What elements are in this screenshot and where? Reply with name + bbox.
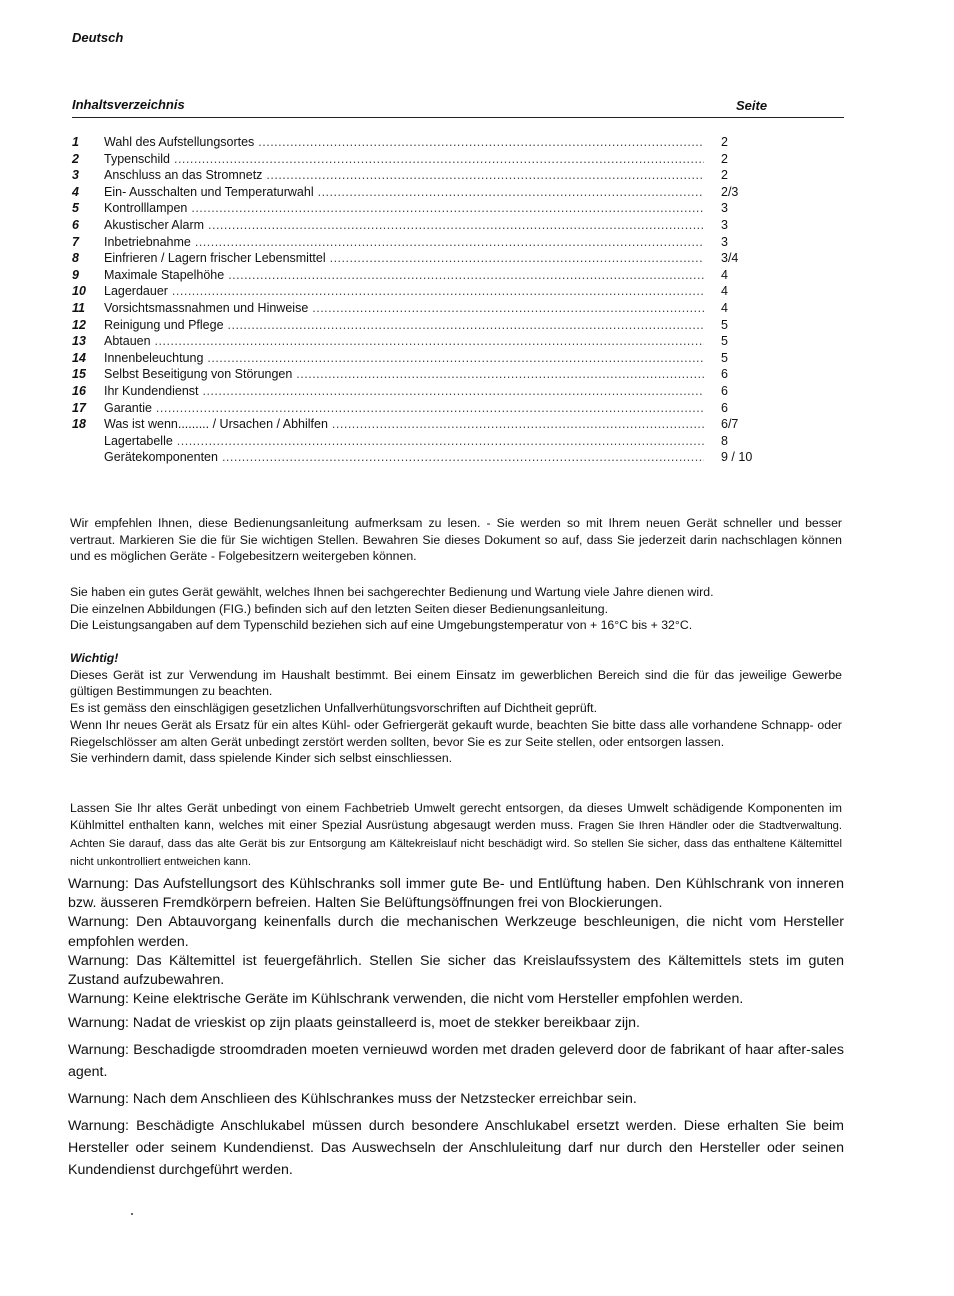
toc-page: 3 bbox=[721, 234, 728, 249]
toc-title: Maximale Stapelhöhe ..... bbox=[104, 267, 704, 283]
warning-text: Warnung: Das Kältemittel ist feuergefährlich. Stellen Sie sicher das Kreislaufssystem des Kältemittels stets im guten Zustand aufzubewahren. bbox=[68, 952, 844, 989]
intro-note: Die Leistungsangaben auf dem Typenschild beziehen sich auf eine Umgebungstemperatur von + 16°C bis + 32°C. bbox=[70, 618, 693, 633]
toc-row bbox=[72, 449, 792, 466]
toc-page: 3/4 bbox=[721, 251, 739, 266]
intro-notes bbox=[70, 584, 842, 634]
toc-row bbox=[72, 217, 792, 234]
toc-title: Inbetriebnahme ..... bbox=[104, 234, 704, 250]
toc-page: 8 bbox=[721, 433, 728, 448]
toc-title: Akustischer Alarm ..... bbox=[104, 217, 704, 233]
toc-page: 2 bbox=[721, 135, 728, 149]
disposal-section bbox=[70, 800, 842, 871]
toc-num: 4 bbox=[72, 184, 79, 199]
toc-title: Ihr Kundendienst ..... bbox=[104, 383, 704, 399]
warnings-block-b bbox=[68, 1012, 844, 1186]
warning-text: Warnung: Beschadigde stroomdraden moeten vernieuwd worden met draden geleverd door de fabrikant of haar after-sales agent. bbox=[68, 1042, 844, 1080]
toc-num: 14 bbox=[72, 350, 86, 365]
intro-note: Sie haben ein gutes Gerät gewählt, welches Ihnen bei sachgerechter Bedienung und Wartung viele Jahre dienen wird. bbox=[70, 585, 714, 599]
toc-row bbox=[72, 250, 792, 267]
important-heading: Wichtig! bbox=[70, 651, 119, 665]
warning-text: Warnung: Den Abtauvorgang keinenfalls durch die mechanischen Werkzeuge beschleunigen, die nicht vom Hersteller empfohlen werden. bbox=[68, 914, 844, 950]
warning-text: Warnung: Nadat de vrieskist op zijn plaats geinstalleerd is, moet de stekker bereikbaar zijn. bbox=[68, 1015, 640, 1031]
toc-num: 15 bbox=[72, 367, 86, 382]
toc-title: Gerätekomponenten ..... bbox=[104, 449, 704, 465]
toc-title: Innenbeleuchtung ..... bbox=[104, 350, 704, 366]
toc-num: 5 bbox=[72, 201, 79, 216]
warnings-block-a bbox=[68, 875, 844, 1009]
toc-num: 10 bbox=[72, 284, 86, 299]
warning-text: Warnung: Beschädigte Anschlukabel müssen durch besondere Anschlukabel ersetzt werden. Diese erhalten Sie beim Hersteller oder seinem Kundendienst. Das Auswechseln der Anschluleitung darf nur durch den Hersteller oder seinen Kundendienst durchgeführt werden. bbox=[68, 1118, 844, 1178]
toc-header bbox=[72, 97, 844, 118]
scan-speck bbox=[131, 1213, 133, 1215]
toc-title: Was ist wenn......... / Ursachen / Abhilfen ..... bbox=[104, 416, 704, 432]
important-section bbox=[70, 650, 842, 767]
toc-row bbox=[72, 400, 792, 417]
toc-page: 2 bbox=[721, 168, 728, 183]
toc-row bbox=[72, 267, 792, 284]
toc-num: 13 bbox=[72, 334, 86, 349]
intro-text: Wir empfehlen Ihnen, diese Bedienungsanleitung aufmerksam zu lesen. - Sie werden so mit Ihrem neuen Gerät schneller und besser vertraut. Markieren Sie die für Sie wichtigen Stellen. Bewahren Sie dieses Dokument so auf, dass Sie jederzeit darin nachschlagen können und es möglichen Geräte - Folgebesitzern weitergeben können. bbox=[70, 516, 842, 564]
toc-title: Ein- Ausschalten und Temperaturwahl ..... bbox=[104, 184, 704, 200]
toc-page: 4 bbox=[721, 267, 728, 282]
toc-row bbox=[72, 350, 792, 367]
important-paragraph: Es ist gemäss den einschlägigen gesetzlichen Unfallverhütungsvorschriften auf Dichtheit geprüft. bbox=[70, 701, 598, 716]
important-paragraph: Wenn Ihr neues Gerät als Ersatz für ein altes Kühl- oder Gefriergerät gekauft wurde, beachten Sie bitte dass alle vorhandene Schnapp- oder Riegelschlösser am alten Gerät unbedingt zerstört werden sollten, bevor Sie es zur Seite stellen, oder entsorgen lassen. bbox=[70, 717, 842, 749]
disposal-text bbox=[70, 800, 842, 871]
toc-title: Typenschild ..... bbox=[104, 151, 704, 167]
toc-row bbox=[72, 416, 792, 433]
toc-row bbox=[72, 433, 792, 450]
warning-text: Warnung: Keine elektrische Geräte im Kühlschrank verwenden, die nicht vom Hersteller empfohlen werden. bbox=[68, 991, 744, 1008]
toc-num: 6 bbox=[72, 217, 79, 232]
toc-row bbox=[72, 184, 792, 201]
toc-page: 3 bbox=[721, 201, 728, 216]
toc-num: 12 bbox=[72, 317, 86, 332]
toc-row bbox=[72, 151, 792, 168]
toc-title: Garantie ..... bbox=[104, 400, 704, 416]
toc-num: 8 bbox=[72, 251, 79, 266]
toc-num: 3 bbox=[72, 168, 79, 183]
intro-paragraph bbox=[70, 515, 842, 565]
toc-title: Lagerdauer ..... bbox=[104, 283, 704, 299]
table-of-contents bbox=[72, 134, 792, 466]
toc-row bbox=[72, 283, 792, 300]
toc-row bbox=[72, 317, 792, 334]
toc-num: 2 bbox=[72, 151, 79, 166]
important-paragraph: Dieses Gerät ist zur Verwendung im Haushalt bestimmt. Bei einem Einsatz im gewerblichen Bereich sind die für das jeweilige Gewerbe gültigen Bestimmungen zu beachten. bbox=[70, 667, 842, 699]
toc-num: 11 bbox=[72, 300, 85, 315]
toc-page: 4 bbox=[721, 284, 728, 299]
toc-num: 17 bbox=[72, 400, 86, 415]
toc-page: 6 bbox=[721, 367, 728, 382]
disposal-text-a: Lassen Sie Ihr altes Gerät unbedingt von einem Fachbetrieb Umwelt gerecht entsorgen, da dieses Umwelt schädigende Komponenten im Kühlmittel enthalten kann, welches mit einer Spezial Ausrüstung abgesaugt werden muss. bbox=[70, 801, 842, 832]
toc-row bbox=[72, 333, 792, 350]
toc-row bbox=[72, 134, 792, 151]
toc-title: Vorsichtsmassnahmen und Hinweise ..... bbox=[104, 300, 704, 316]
toc-page: 9 / 10 bbox=[721, 450, 753, 465]
toc-page: 6 bbox=[721, 400, 728, 415]
toc-num: 1 bbox=[72, 135, 79, 149]
toc-row bbox=[72, 200, 792, 217]
toc-title: Abtauen ..... bbox=[104, 333, 704, 349]
toc-title: Lagertabelle ..... bbox=[104, 433, 704, 449]
toc-num: 18 bbox=[72, 417, 86, 432]
important-paragraph: Sie verhindern damit, dass spielende Kinder sich selbst einschliessen. bbox=[70, 751, 453, 766]
toc-page: 3 bbox=[721, 217, 728, 232]
toc-title: Reinigung und Pflege ..... bbox=[104, 317, 704, 333]
toc-num: 16 bbox=[72, 383, 86, 398]
toc-page: 2 bbox=[721, 151, 728, 166]
toc-num: 7 bbox=[72, 234, 79, 249]
toc-title: Einfrieren / Lagern frischer Lebensmittel ..... bbox=[104, 250, 704, 266]
disposal-text-b: Fragen Sie Ihren Händler oder die Stadtverwaltung. Achten Sie darauf, dass das alte Gerät bis zur Entsorgung am Kältekreislauf nicht beschädigt wird. So stellen Sie sicher, dass das enthaltene Kältemittel nicht unkontrolliert entweichen kann. bbox=[70, 819, 843, 868]
toc-row bbox=[72, 383, 792, 400]
toc-row bbox=[72, 234, 792, 251]
toc-row bbox=[72, 366, 792, 383]
language-label: Deutsch bbox=[72, 30, 124, 45]
toc-title: Kontrolllampen ..... bbox=[104, 200, 704, 216]
toc-page: 2/3 bbox=[721, 184, 739, 199]
toc-page: 4 bbox=[721, 300, 728, 315]
toc-page: 5 bbox=[721, 334, 728, 349]
toc-title: Anschluss an das Stromnetz ..... bbox=[104, 167, 704, 183]
toc-title: Wahl des Aufstellungsortes ..... bbox=[104, 134, 704, 150]
toc-row bbox=[72, 300, 792, 317]
toc-num: 9 bbox=[72, 267, 79, 282]
toc-page: 6 bbox=[721, 383, 728, 398]
toc-heading: Inhaltsverzeichnis bbox=[72, 97, 185, 112]
toc-page: 5 bbox=[721, 317, 728, 332]
toc-row bbox=[72, 167, 792, 184]
warning-text: Warnung: Das Aufstellungsort des Kühlschranks soll immer gute Be- und Entlüftung haben. Den Kühlschrank von inneren bzw. äusseren Fremdkörpern befreien. Halten Sie Belüftungsöffnungen frei von Blockierungen. bbox=[68, 876, 844, 912]
warning-text: Warnung: Nach dem Anschlieen des Kühlschrankes muss der Netzstecker erreichbar sein. bbox=[68, 1091, 637, 1107]
toc-page: 5 bbox=[721, 350, 728, 365]
toc-page: 6/7 bbox=[721, 417, 739, 432]
toc-title: Selbst Beseitigung von Störungen ..... bbox=[104, 366, 704, 382]
toc-page-heading: Seite bbox=[736, 98, 768, 113]
intro-note: Die einzelnen Abbildungen (FIG.) befinden sich auf den letzten Seiten dieser Bedienungsanleitung. bbox=[70, 601, 609, 616]
